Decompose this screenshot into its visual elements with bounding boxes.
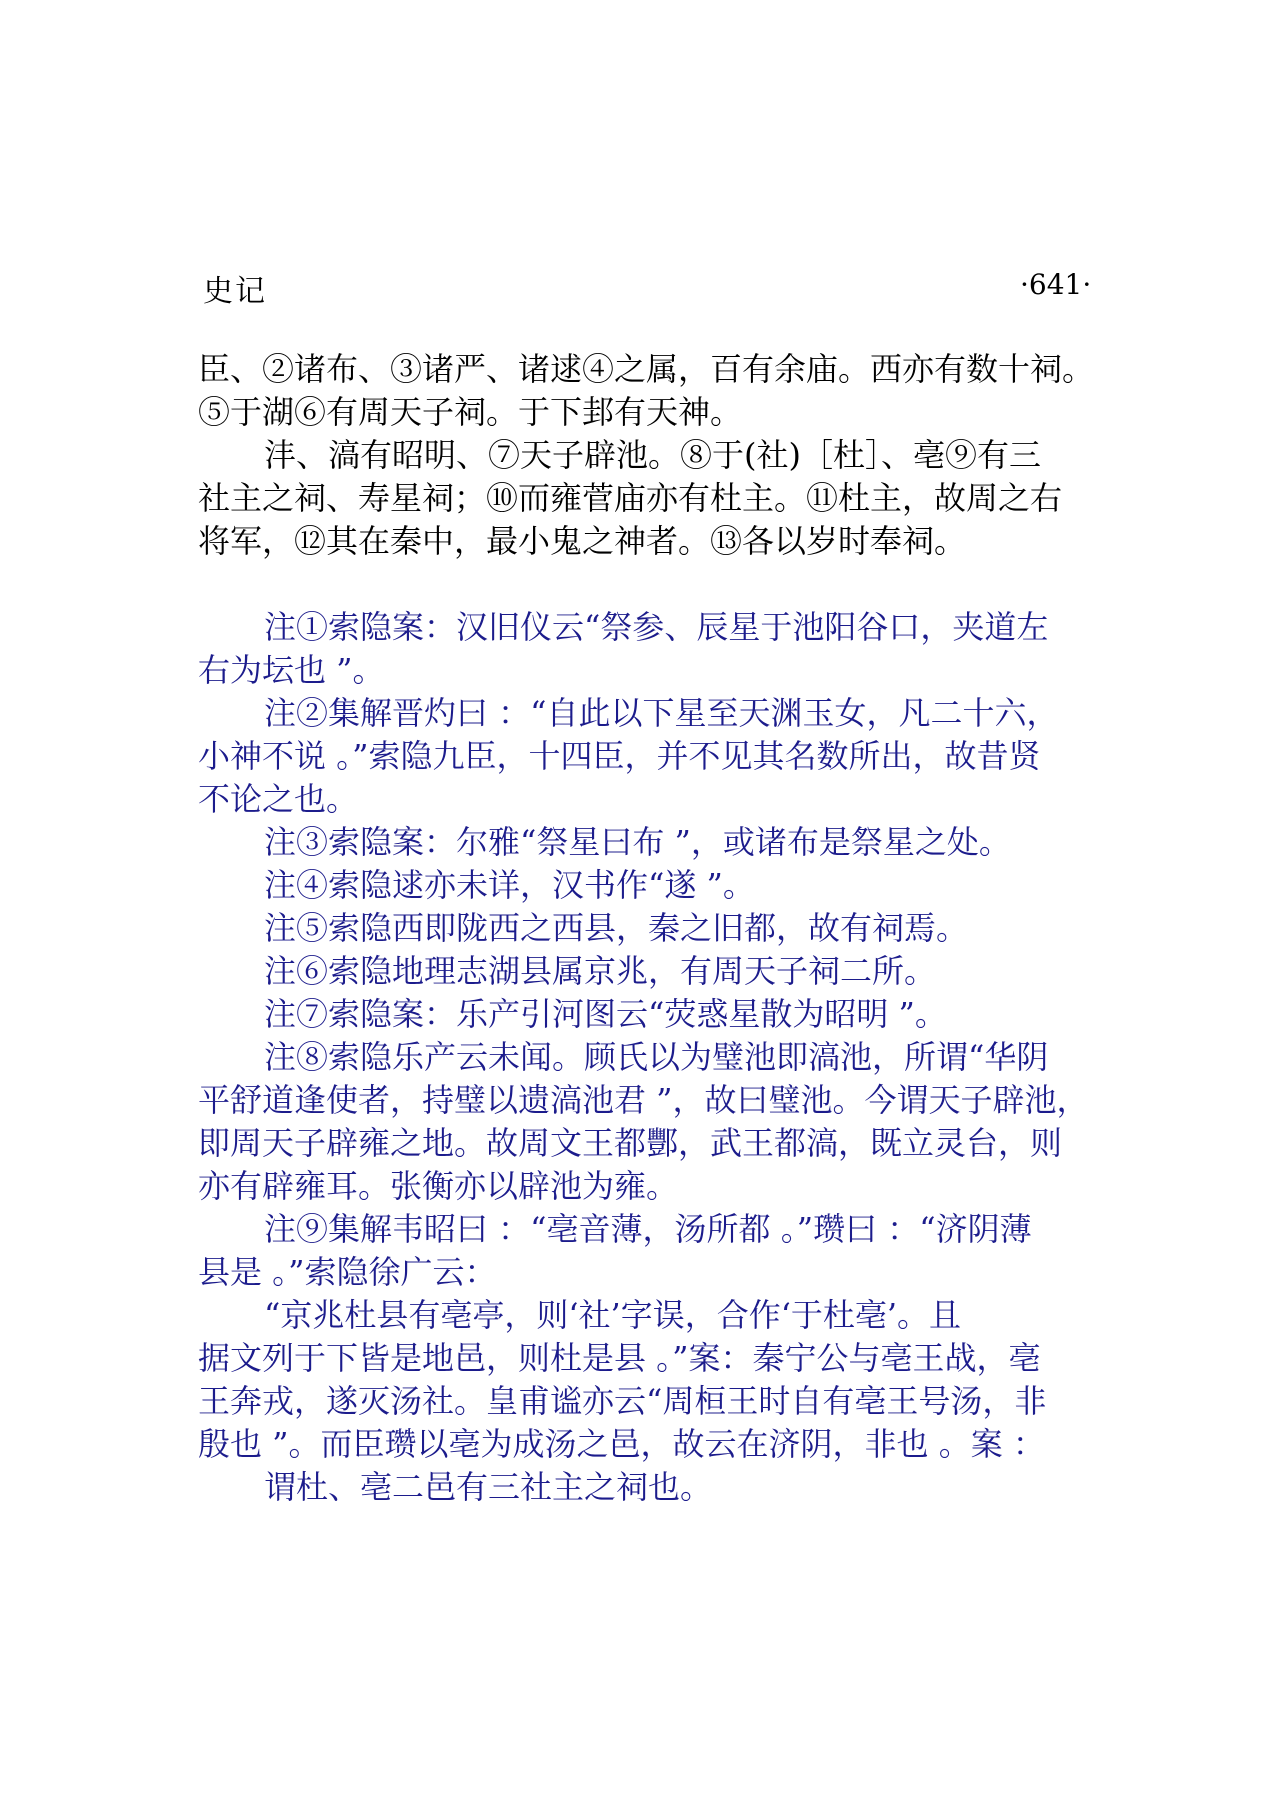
commentary-notes: [198, 606, 1098, 1509]
note-line: 王奔戎，遂灭汤社。皇甫谧亦云“周桓王时自有亳王号汤，非: [198, 1382, 1047, 1420]
main-text-line: 臣、②诸布、③诸严、诸逑④之属，百有余庙。西亦有数十祠。: [198, 350, 1095, 388]
note-line: 注⑤索隐西即陇西之西县，秦之旧都，故有祠焉。: [264, 909, 969, 947]
note-line: 注③索隐案：尔雅“祭星曰布 ”，或诸布是祭星之处。: [264, 823, 1011, 861]
note-line: 殷也 ”。而臣瓒以亳为成汤之邑，故云在济阴，非也 。案 ：: [198, 1425, 1045, 1463]
note-line: 平舒道逢使者，持璧以遗滈池君 ”，故曰璧池。今谓天子辟池，: [198, 1081, 1089, 1119]
main-text-block: [198, 348, 1098, 563]
note-line: 注⑥索隐地理志湖县属京兆，有周天子祠二所。: [264, 952, 937, 990]
note-line: 即周天子辟雍之地。故周文王都酆，武王都滈，既立灵台，则: [198, 1124, 1063, 1162]
note-line: 小神不说 。”索隐九臣，十四臣，并不见其名数所出，故昔贤: [198, 737, 1041, 775]
note-line: 不论之也。: [198, 780, 359, 818]
note-line: 注①索隐案：汉旧仪云“祭参、辰星于池阳谷口，夹道左: [264, 608, 1049, 646]
note-line: 县是 。”索隐徐广云：: [198, 1253, 497, 1291]
note-line: 注④索隐逑亦未详，汉书作“遂 ”。: [264, 866, 755, 904]
main-text-line: 沣、滈有昭明、⑦天子辟池。⑧于(社)［杜］、亳⑨有三: [264, 436, 1041, 474]
main-text-line: 社主之祠、寿星祠；⑩而雍菅庙亦有杜主。⑪杜主，故周之右: [198, 479, 1063, 517]
page-number: ·641·: [1020, 268, 1092, 301]
note-line: 谓杜、亳二邑有三社主之祠也。: [264, 1468, 713, 1506]
note-line: 注⑨集解韦昭曰 ：“亳音薄，汤所都 。”瓒曰 ：“济阴薄: [264, 1210, 1032, 1248]
note-line: 注⑦索隐案：乐产引河图云“荧惑星散为昭明 ”。: [264, 995, 947, 1033]
note-line: 据文列于下皆是地邑，则杜是县 。”案：秦宁公与亳王战，亳: [198, 1339, 1041, 1377]
main-text-line: ⑤于湖⑥有周天子祠。于下邽有天神。: [198, 393, 743, 431]
main-text-line: 将军，⑫其在秦中，最小鬼之神者。⑬各以岁时奉祠。: [198, 522, 967, 560]
running-header-title: 史记: [203, 274, 267, 309]
note-line: “京兆杜县有亳亭，则‘社’字误，合作‘于杜亳’。且: [264, 1296, 962, 1334]
note-line: 右为坛也 ”。: [198, 651, 385, 689]
note-line: 注⑧索隐乐产云未闻。顾氏以为璧池即滈池，所谓“华阴: [264, 1038, 1049, 1076]
note-line: 亦有辟雍耳。张衡亦以辟池为雍。: [198, 1167, 679, 1205]
note-line: 注②集解晋灼曰 ：“自此以下星至天渊玉女，凡二十六，: [264, 694, 1059, 732]
